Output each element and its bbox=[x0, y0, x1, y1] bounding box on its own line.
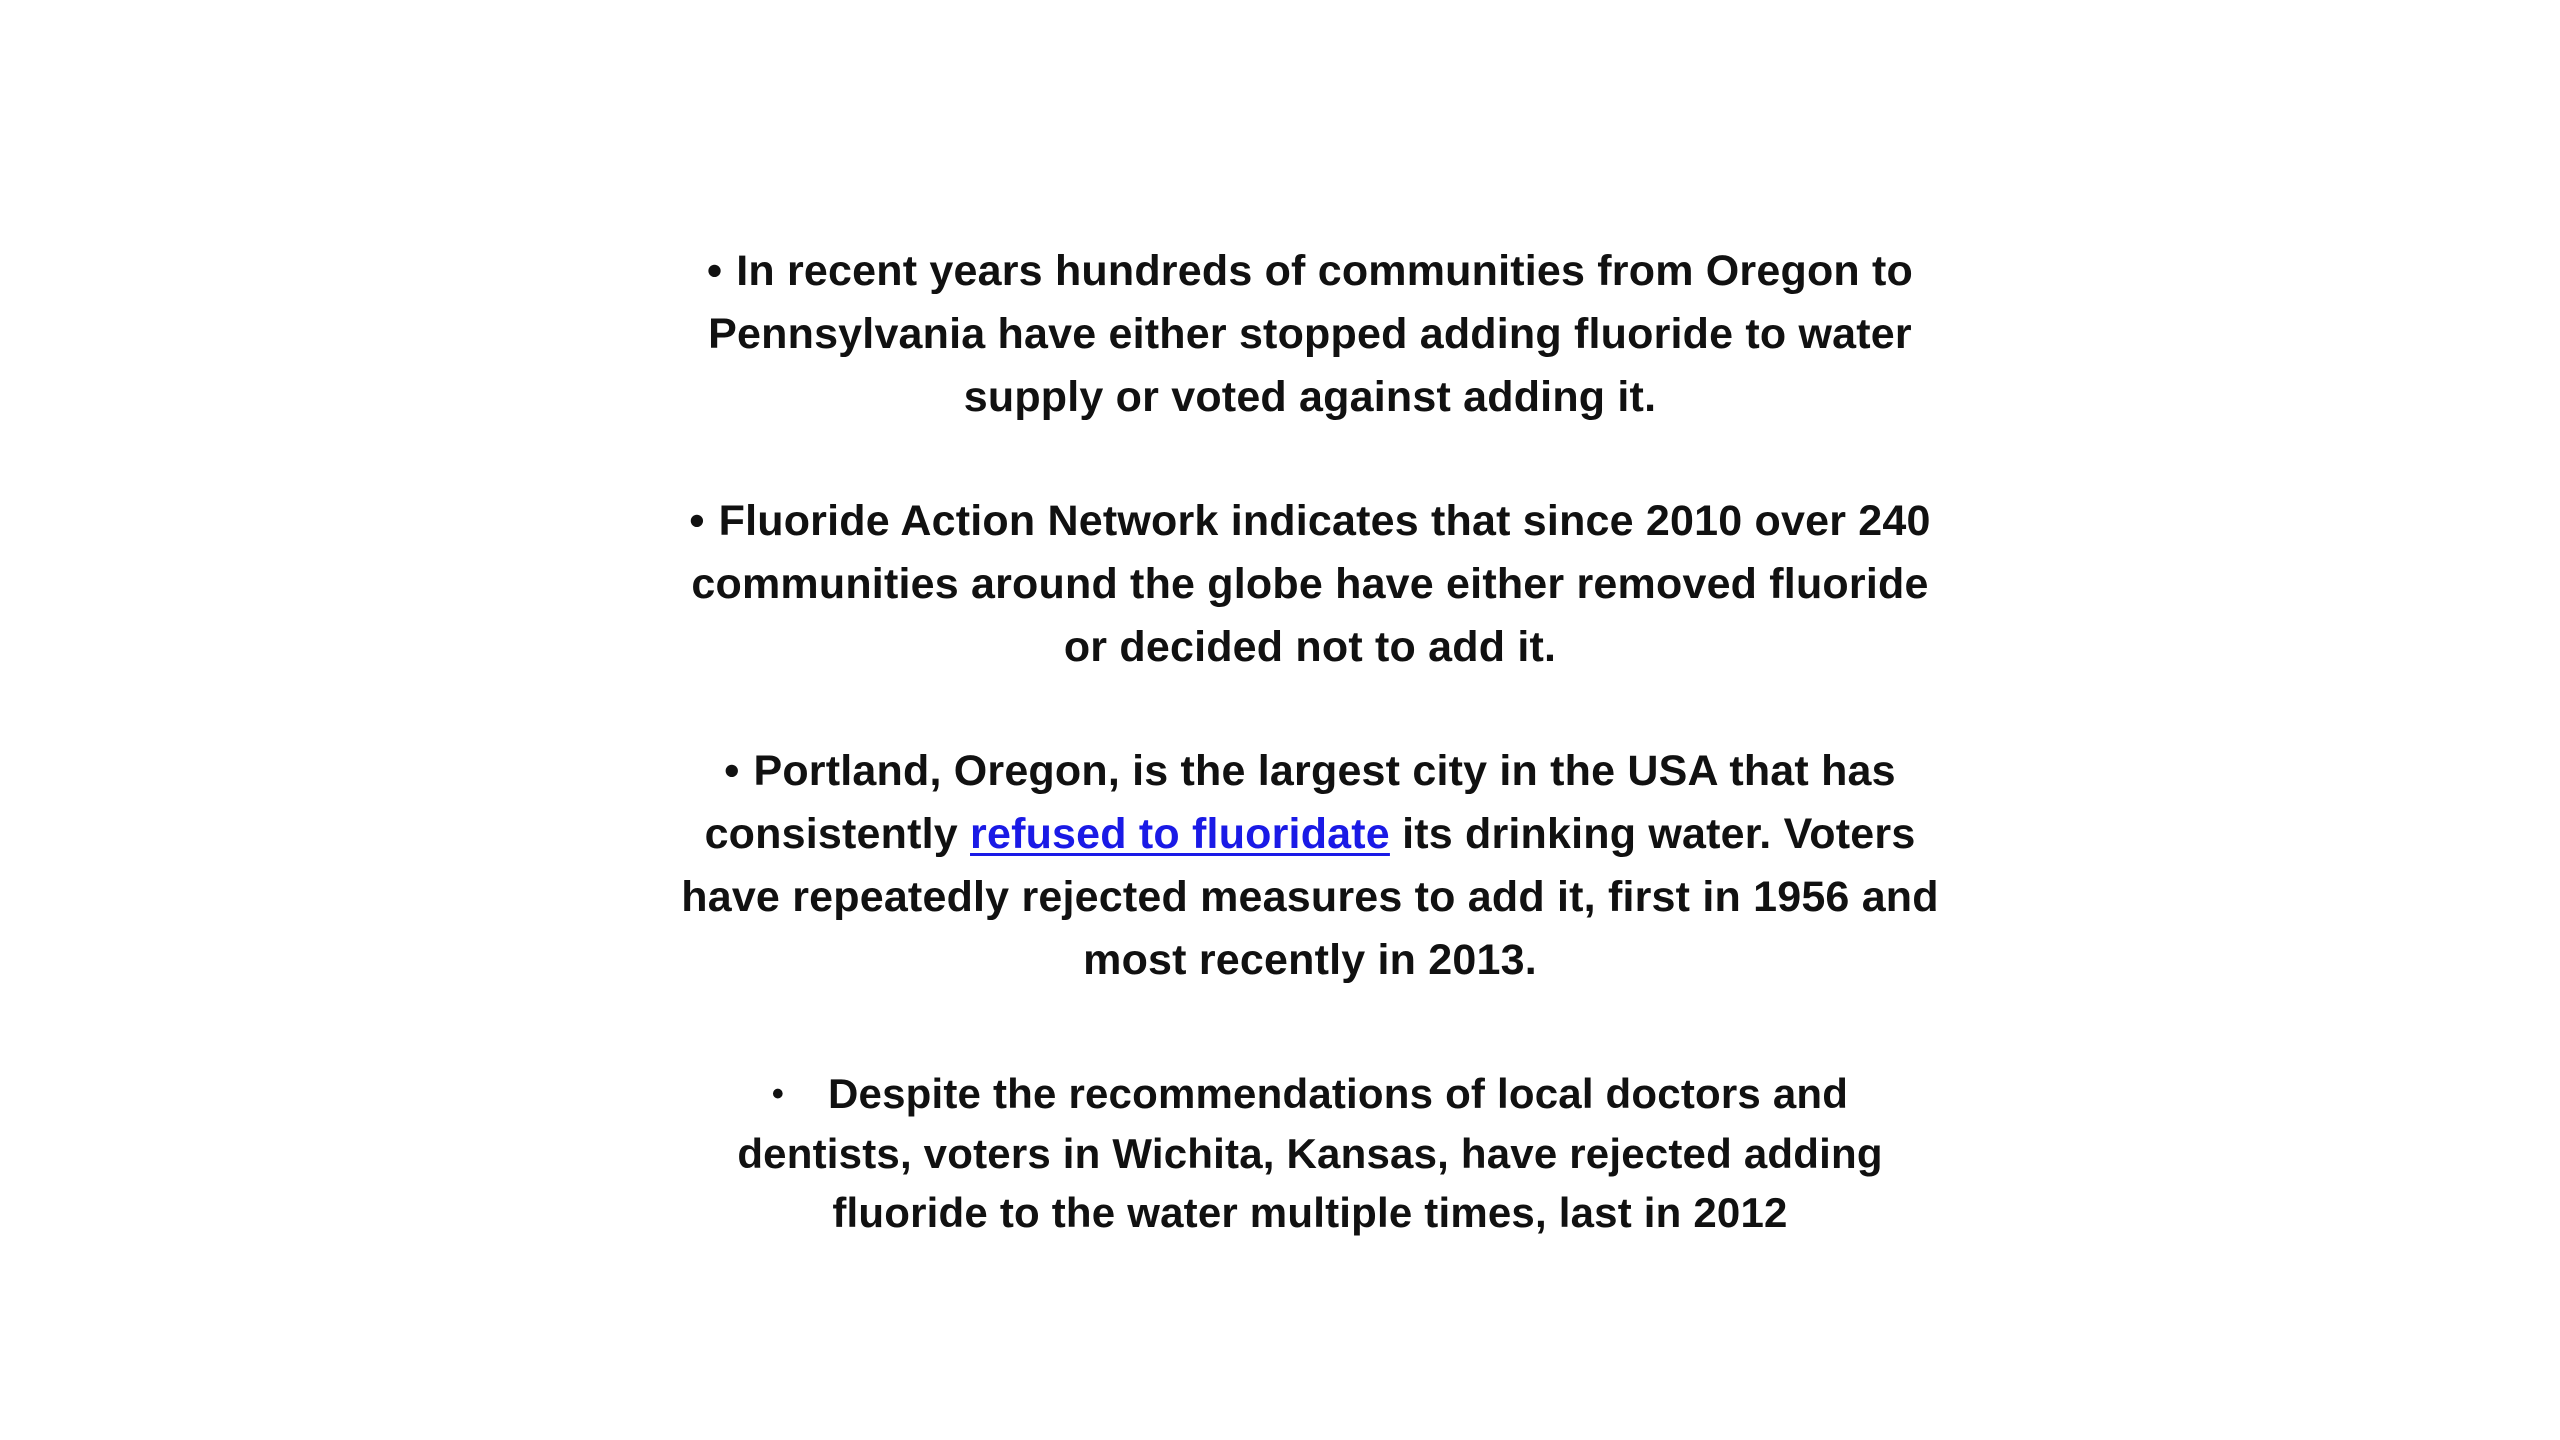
bullet-item-portland-oregon bbox=[680, 740, 1940, 992]
bullet-item-wichita-kansas bbox=[680, 1064, 1940, 1242]
bullet-paragraph bbox=[680, 240, 1940, 429]
bullet-marker: • bbox=[724, 747, 740, 795]
bullet-text: Fluoride Action Network indicates that since 2010 over 240 communities around the globe have either removed fluoride or decided not to add it. bbox=[691, 497, 1931, 671]
bullet-text-before-link: Portland, Oregon, is the largest city in the USA that has consistently bbox=[704, 747, 1896, 858]
refused-to-fluoridate-link[interactable]: refused to fluoridate bbox=[970, 810, 1390, 858]
bullet-text-after-link: its drinking water. Voters have repeatedly rejected measures to add it, first in 1956 and most recently in 2013. bbox=[681, 810, 1939, 984]
bullet-paragraph bbox=[680, 1064, 1940, 1242]
bullet-item-fluoride-action-network bbox=[680, 490, 1940, 679]
bullet-marker: • bbox=[689, 497, 705, 545]
bullet-text: Despite the recommendations of local doctors and dentists, voters in Wichita, Kansas, have rejected adding fluoride to the water multiple times, last in 2012 bbox=[737, 1070, 1883, 1236]
bullet-marker: • bbox=[771, 1075, 784, 1113]
bullet-paragraph bbox=[680, 740, 1940, 992]
bullet-text: In recent years hundreds of communities from Oregon to Pennsylvania have either stopped adding fluoride to water supply or voted against adding it. bbox=[708, 247, 1914, 421]
bullet-item-communities-stopped bbox=[680, 240, 1940, 429]
bullet-paragraph bbox=[680, 490, 1940, 679]
bullet-marker: • bbox=[706, 247, 723, 295]
